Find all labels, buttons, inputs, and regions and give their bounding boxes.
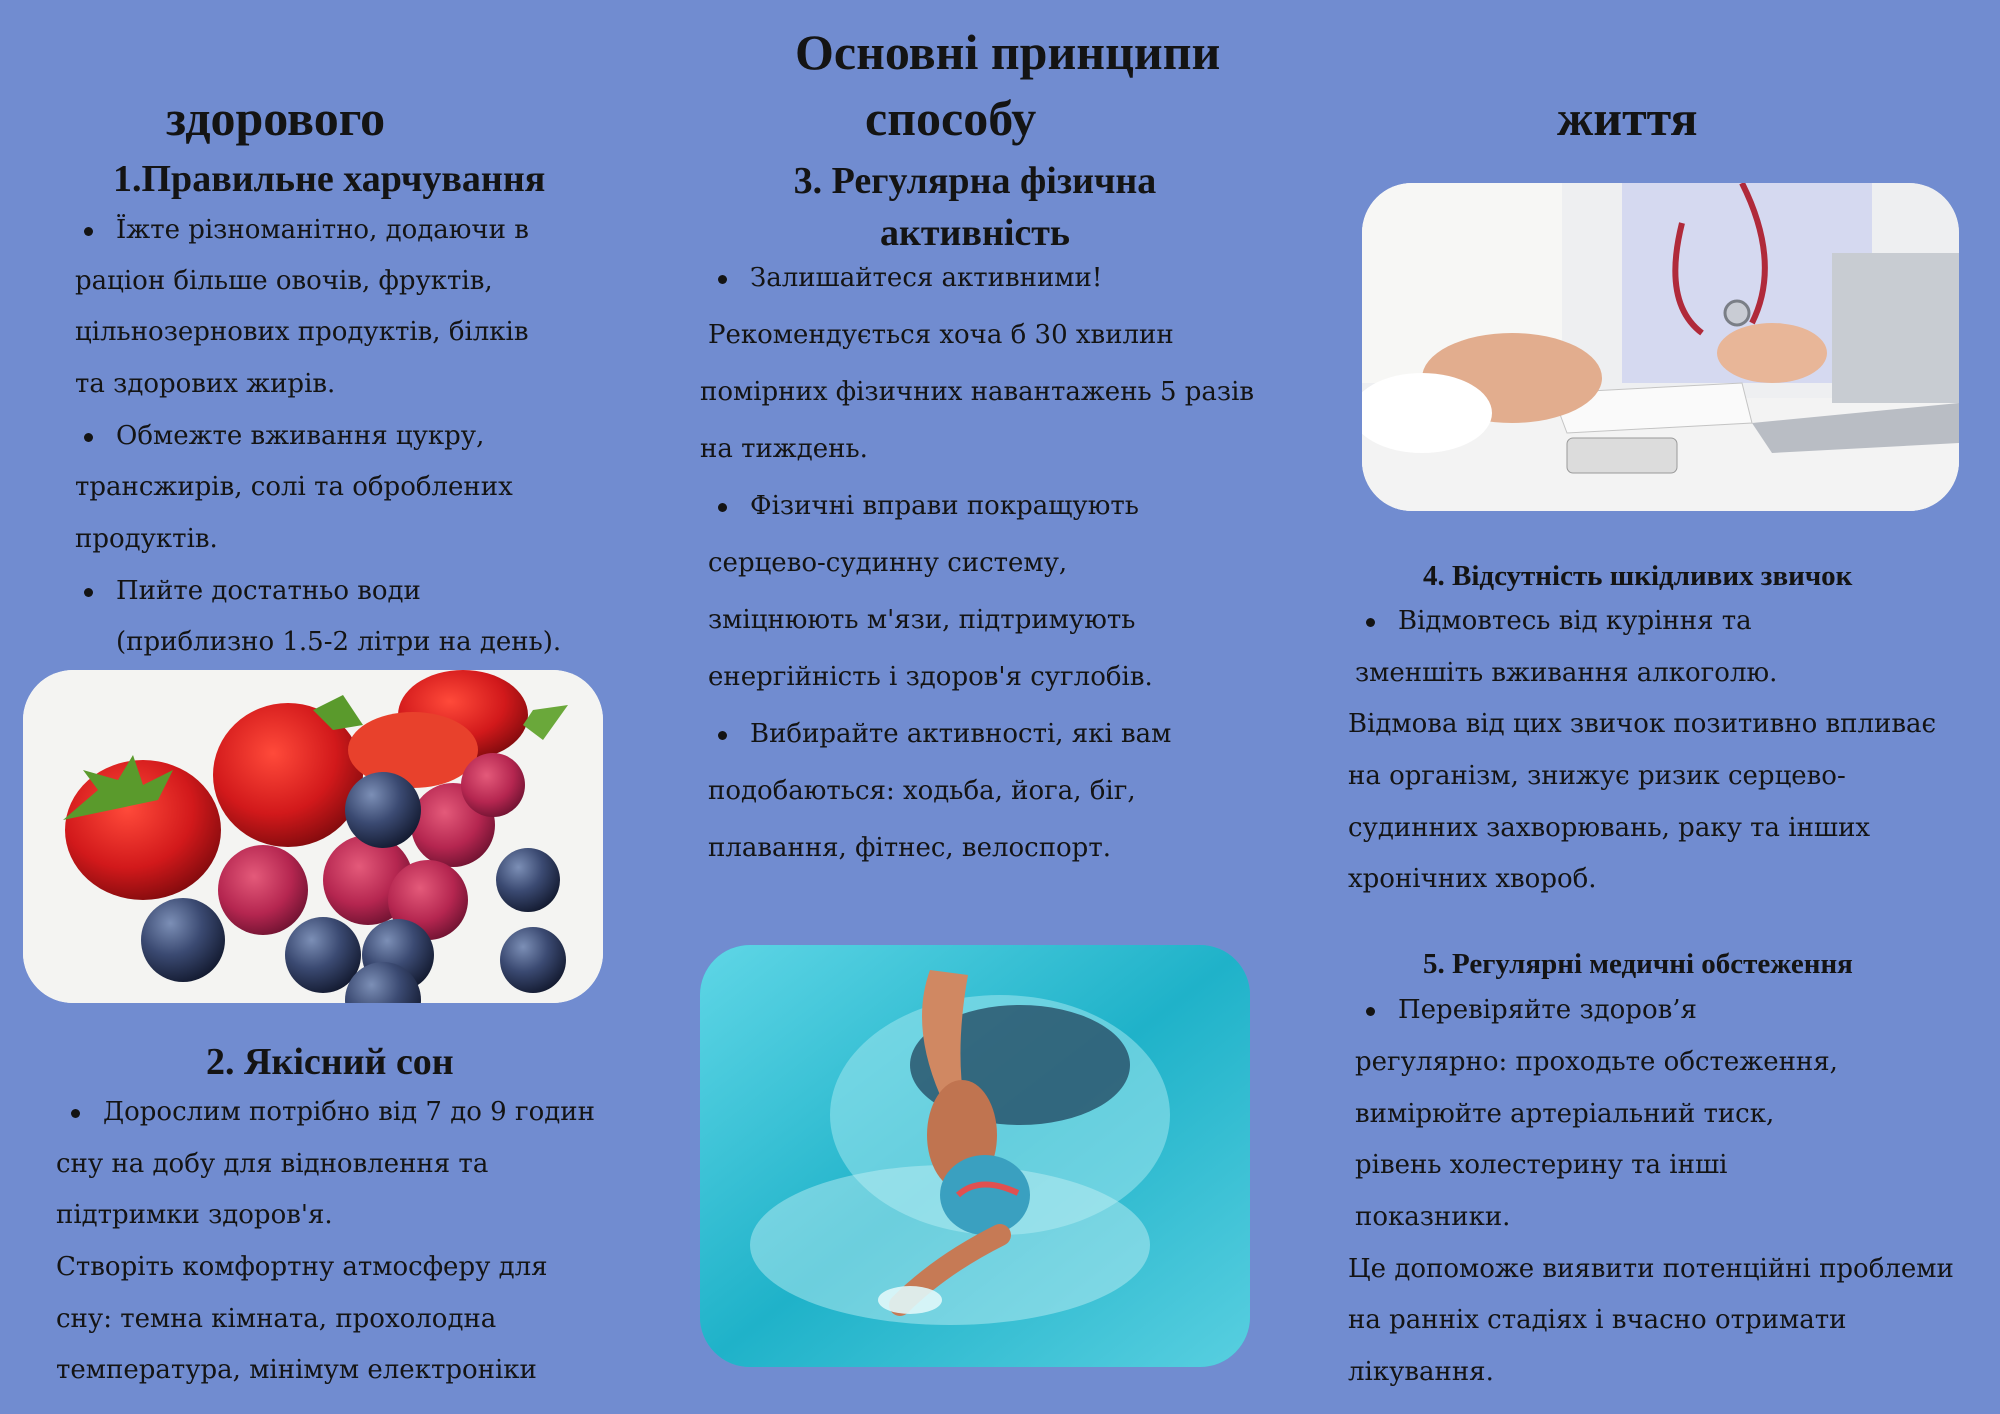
section4-line: хронічних хвороб. [1348, 864, 1597, 894]
doctor-photo [1362, 183, 1959, 511]
page-title: Основні принципи [795, 24, 1221, 80]
section4-line: на організм, знижує ризик серцево- [1348, 761, 1846, 791]
swimmer-photo [700, 945, 1250, 1367]
section1-line: Пийте достатньо води [116, 576, 421, 606]
title-word-center: способу [865, 90, 1037, 146]
section4-line: Відмова від цих звичок позитивно впливає [1348, 709, 1937, 739]
section2-line: температура, мінімум електроніки [56, 1355, 537, 1385]
section4-heading: 4. Відсутність шкідливих звичок [1423, 560, 1853, 592]
section3-line: помірних фізичних навантажень 5 разів [700, 377, 1255, 407]
section1-line: (приблизно 1.5-2 літри на день). [116, 627, 562, 657]
section1-line: та здорових жирів. [75, 369, 336, 399]
section3-line: серцево-судинну систему, [708, 548, 1068, 578]
section5-heading: 5. Регулярні медичні обстеження [1423, 948, 1853, 980]
section5-line: на ранніх стадіях і вчасно отримати [1348, 1305, 1847, 1335]
section2-line: сну на добу для відновлення та [56, 1149, 489, 1179]
section2-line: сну: темна кімната, прохолодна [56, 1304, 497, 1334]
section3-line: Залишайтеся активними! [750, 263, 1103, 293]
section5-line: Це допоможе виявити потенційні проблеми [1348, 1254, 1954, 1284]
section3-line: Рекомендується хоча б 30 хвилин [708, 320, 1174, 350]
section4-line: зменшіть вживання алкоголю. [1355, 658, 1778, 688]
section1-line: трансжирів, солі та оброблених [75, 472, 513, 502]
section5-line: рівень холестерину та інші [1355, 1150, 1728, 1180]
section5-line: лікування. [1348, 1357, 1494, 1387]
section1-line: раціон більше овочів, фруктів, [75, 266, 493, 296]
section2-line: Дорослим потрібно від 7 до 9 годин [103, 1097, 595, 1127]
section3-line: на тиждень. [700, 434, 868, 464]
section1-line: Обмежте вживання цукру, [116, 421, 485, 451]
section4-line: Відмовтесь від куріння та [1398, 606, 1752, 636]
title-word-right: життя [1557, 90, 1698, 146]
section1-line: цільнозернових продуктів, білків [75, 317, 529, 347]
section5-line: показники. [1355, 1202, 1511, 1232]
section5-line: регулярно: проходьте обстеження, [1355, 1047, 1838, 1077]
section3-line: плавання, фітнес, велоспорт. [708, 833, 1111, 863]
title-word-left: здорового [166, 90, 386, 146]
section3-line: подобаються: ходьба, йога, біг, [708, 776, 1136, 806]
section3-heading-line2: активність [879, 212, 1071, 254]
section2-heading: 2. Якісний сон [206, 1041, 454, 1083]
section3-line: Фізичні вправи покращують [750, 491, 1139, 521]
section3-line: Вибирайте активності, які вам [750, 719, 1172, 749]
section3-line: зміцнюють м'язи, підтримують [708, 605, 1136, 635]
section1-heading: 1.Правильне харчування [113, 158, 546, 200]
section1-line: Їжте різноманітно, додаючи в [116, 215, 529, 245]
section1-line: продуктів. [75, 524, 218, 554]
section3-heading [760, 155, 1190, 259]
section5-line: Перевіряйте здоров’я [1398, 995, 1697, 1025]
berries-photo [23, 670, 603, 1003]
section5-line: вимірюйте артеріальний тиск, [1355, 1099, 1775, 1129]
section2-line: підтримки здоров'я. [56, 1200, 333, 1230]
section4-line: судинних захворювань, раку та інших [1348, 813, 1871, 843]
section3-heading-line1: 3. Регулярна фізична [793, 160, 1157, 202]
section2-line: Створіть комфортну атмосферу для [56, 1252, 548, 1282]
section3-line: енергійність і здоров'я суглобів. [708, 662, 1153, 692]
